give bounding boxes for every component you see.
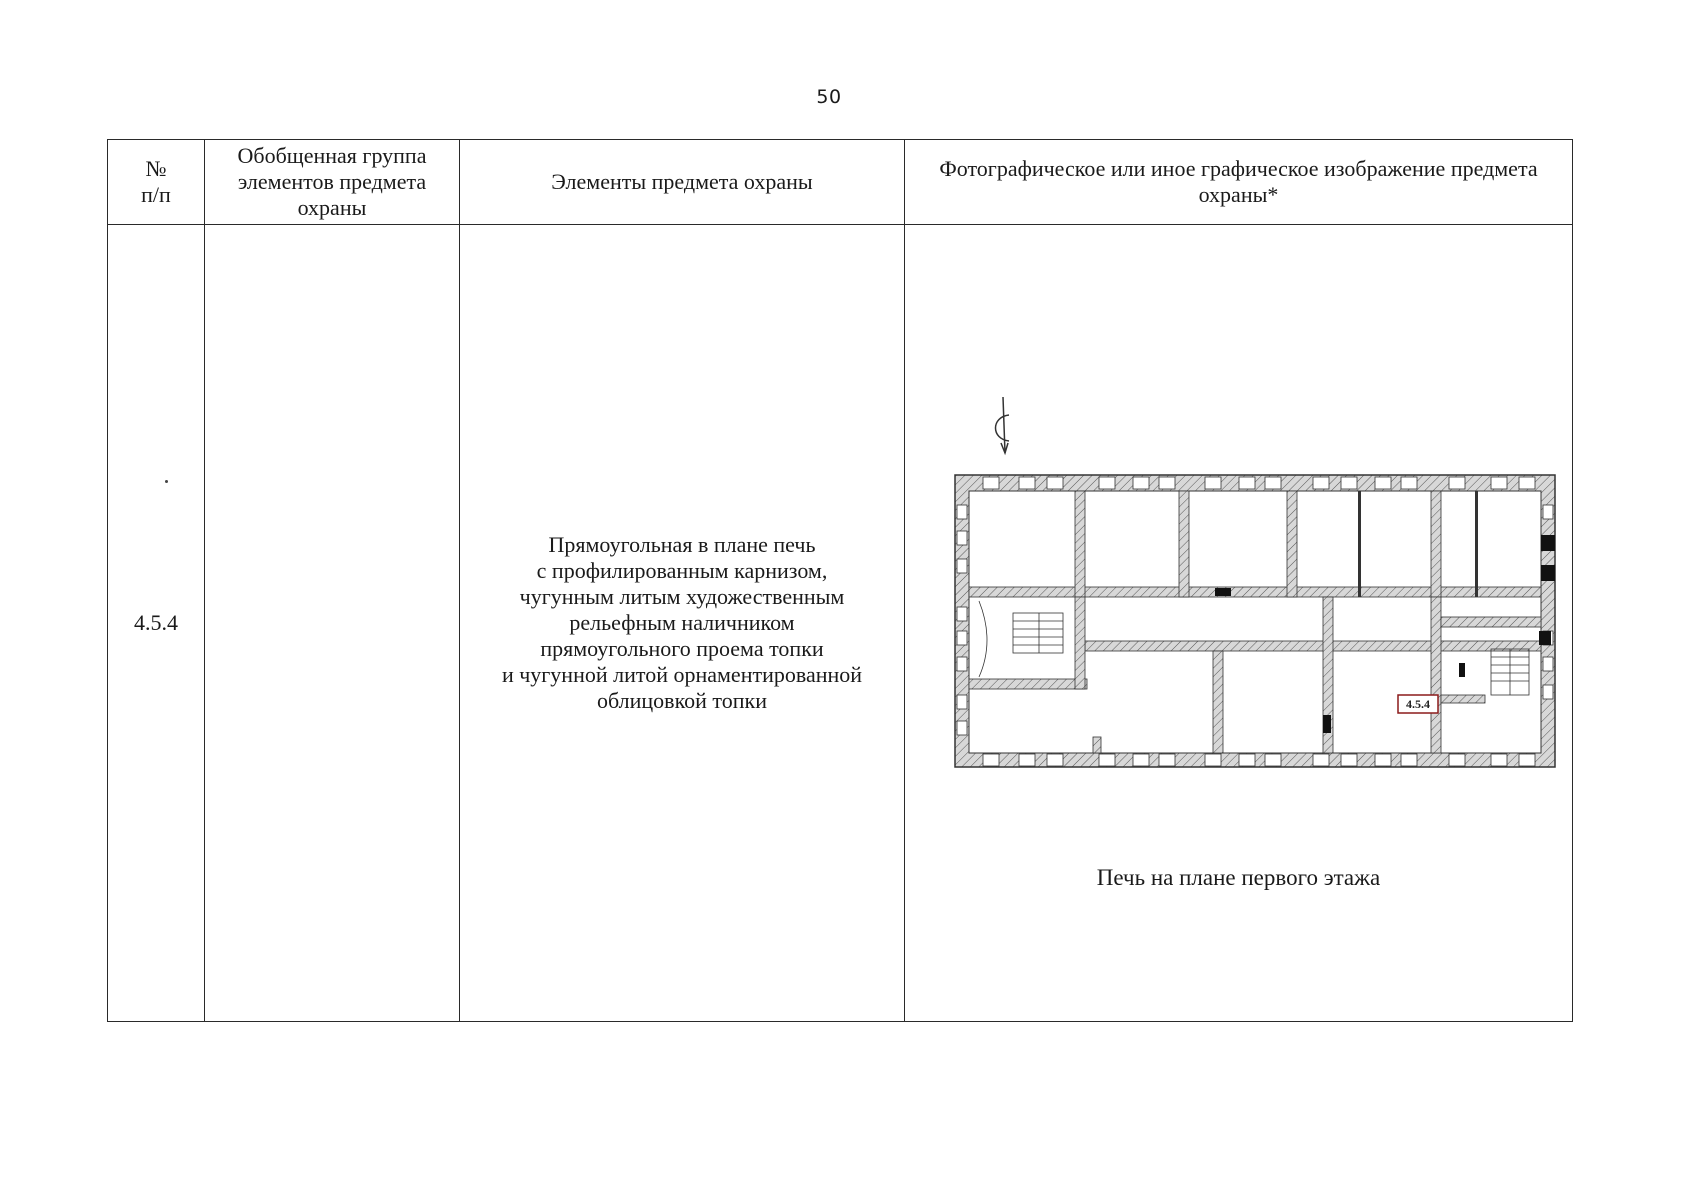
table-row (108, 225, 1573, 1022)
image-caption: Печь на плане первого этажа (1096, 865, 1381, 890)
page-number: 50 (816, 86, 842, 108)
header-group: Обобщенная группа элементов предмета охраны (205, 140, 460, 225)
row-number: 4.5.4 (108, 225, 205, 1022)
scan-dot (165, 480, 168, 483)
header-image: Фотографическое или иное графическое изображение предмета охраны* (905, 140, 1573, 225)
floor-plan (943, 395, 1563, 815)
row-image-cell (905, 225, 1573, 1022)
row-elements: Прямоугольная в плане печь с профилированным карнизом, чугунным литым художественным рельефным наличником прямоугольного проема топки и чугунной литой орнаментированной облицовкой топки (460, 225, 905, 1022)
header-number: № п/п (108, 140, 205, 225)
header-elements: Элементы предмета охраны (460, 140, 905, 225)
axis-symbol-icon (996, 397, 1010, 453)
building-walls (955, 475, 1555, 767)
protection-items-table (107, 139, 1573, 1022)
stove-marker-label: 4.5.4 (1406, 697, 1430, 711)
stove-marker (1398, 695, 1438, 713)
row-group (205, 225, 460, 1022)
table-header-row (108, 140, 1573, 225)
